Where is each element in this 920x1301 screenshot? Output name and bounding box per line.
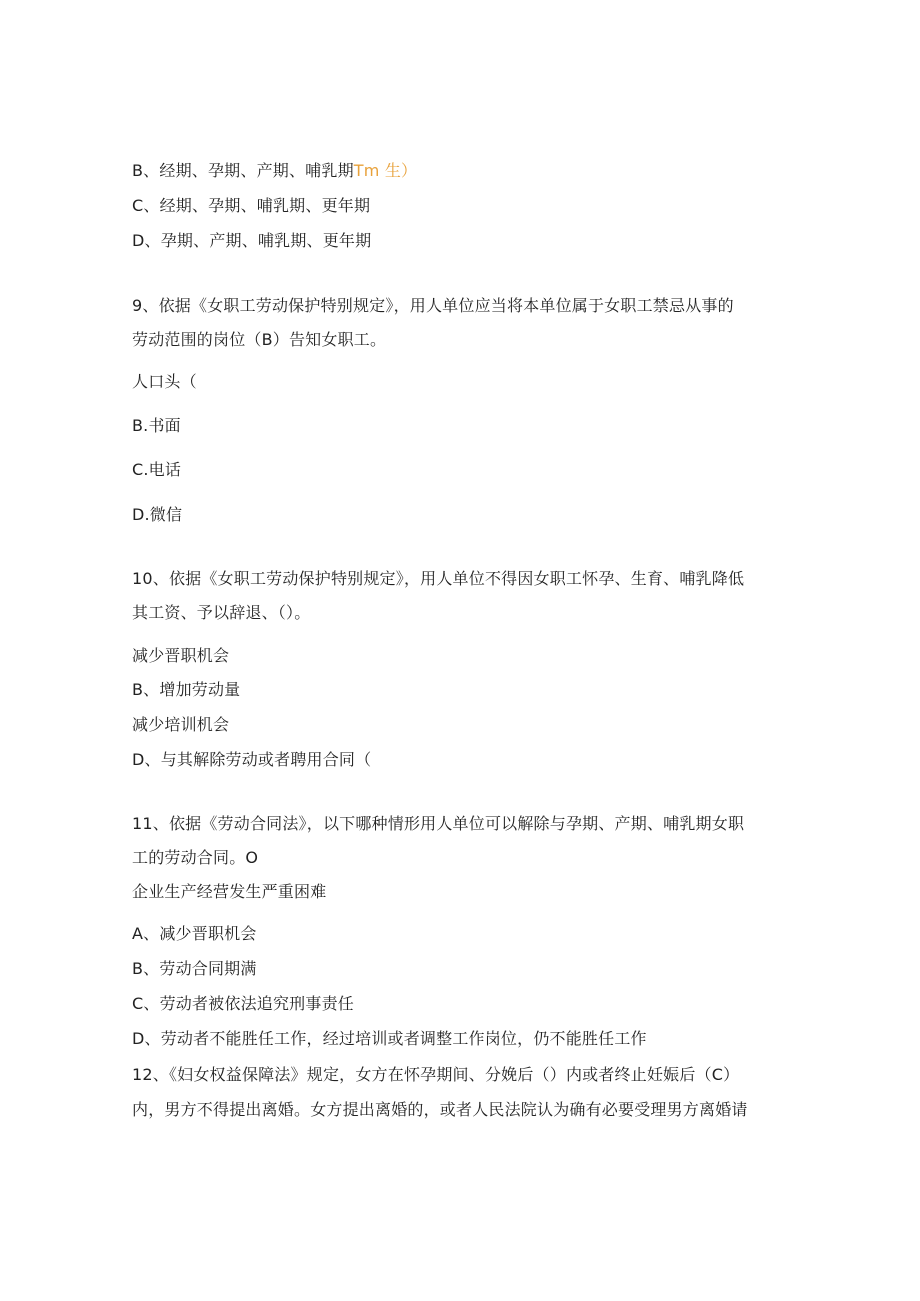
q11-stem-line1: 11、依据《劳动合同法》，以下哪种情形用人单位可以解除与孕期、产期、哺乳期女职 [132, 814, 745, 833]
q8-option-c: C、经期、孕期、哺乳期、更年期 [132, 196, 371, 215]
q8-option-b [132, 160, 417, 182]
q11-note: 企业生产经营发生严重困难 [132, 882, 327, 901]
q10-option-b: B、增加劳动量 [132, 680, 241, 699]
q10-option-c: 减少培训机会 [132, 715, 230, 734]
q9-option-d: D.微信 [132, 505, 183, 524]
q8-option-b-stamp: Tm 生） [353, 161, 418, 180]
q11-option-c: C、劳动者被依法追究刑事责任 [132, 994, 354, 1013]
q11-stem-line2: 工的劳动合同。O [132, 848, 259, 867]
q12-stem-line1: 12、《妇女权益保障法》规定，女方在怀孕期间、分娩后（）内或者终止妊娠后（C） [132, 1065, 740, 1084]
q12-stem-line2: 内，男方不得提出离婚。女方提出离婚的，或者人民法院认为确有必要受理男方离婚请 [132, 1100, 748, 1119]
q10-stem-line2: 其工资、予以辞退、（）。 [132, 603, 311, 622]
q11-option-d: D、劳动者不能胜任工作，经过培训或者调整工作岗位，仍不能胜任工作 [132, 1029, 647, 1048]
q9-stem-line1: 9、依据《女职工劳动保护特别规定》，用人单位应当将本单位属于女职工禁忌从事的 [132, 296, 734, 315]
q8-option-d: D、孕期、产期、哺乳期、更年期 [132, 231, 372, 250]
q9-option-a: 人口头（ [132, 372, 197, 391]
q10-option-a: 减少晋职机会 [132, 646, 230, 665]
q9-option-b: B.书面 [132, 416, 181, 435]
q9-stem-line2: 劳动范围的岗位（B）告知女职工。 [132, 330, 387, 349]
q9-option-c: C.电话 [132, 460, 182, 479]
q8-option-b-text: B、经期、孕期、产期、哺乳期 [132, 161, 354, 180]
q11-option-a: A、减少晋职机会 [132, 924, 257, 943]
q10-stem-line1: 10、依据《女职工劳动保护特别规定》，用人单位不得因女职工怀孕、生育、哺乳降低 [132, 569, 745, 588]
q10-option-d: D、与其解除劳动或者聘用合同（ [132, 750, 372, 769]
q11-option-b: B、劳动合同期满 [132, 959, 257, 978]
